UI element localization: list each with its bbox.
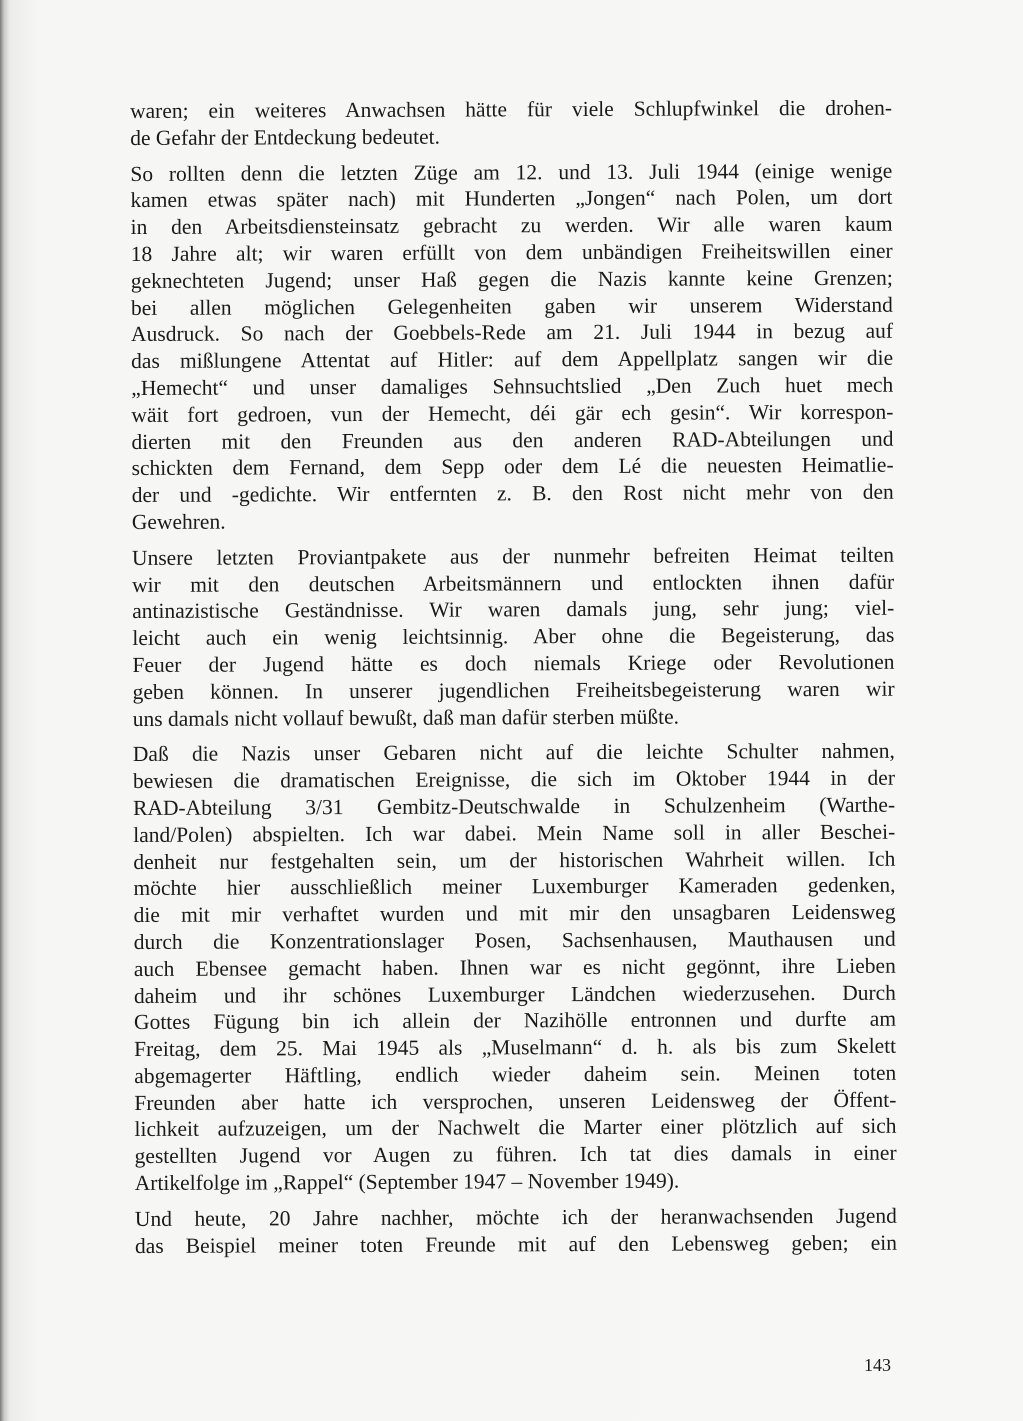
- paragraph-4: [133, 738, 897, 1197]
- text-line: möchte hier ausschließlich meiner Luxemburger Kameraden gedenken,: [133, 872, 896, 901]
- text-line: lichkeit aufzuzeigen, um der Nachwelt die Marter einer plötzlich auf sich: [134, 1114, 897, 1142]
- text-line: de Gefahr der Entdeckung bedeutet.: [130, 124, 441, 150]
- text-line: denheit nur festgehalten sein, um der historischen Wahrheit willen. Ich: [133, 846, 896, 874]
- text-line: Und heute, 20 Jahre nachher, möchte ich der heranwachsenden Jugend: [134, 1203, 897, 1231]
- text-line: kamen etwas später nach) mit Hunderten „Jongen“ nach Polen, um dort: [130, 185, 893, 213]
- text-line: 18 Jahre alt; wir waren erfüllt von dem unbändigen Freiheitswillen einer: [130, 238, 893, 266]
- text-line: dierten mit den Freunden aus den anderen RAD-Abteilungen und: [131, 426, 894, 454]
- paragraph-5: [135, 1203, 897, 1260]
- text-line: „Hemecht“ und unser damaliges Sehnsuchtslied „Den Zuch huet mech: [131, 372, 894, 400]
- body-text: [130, 95, 897, 1269]
- text-line: Artikelfolge im „Rappel“ (September 1947 – November 1949).: [134, 1168, 680, 1196]
- text-line: Freitag, dem 25. Mai 1945 als „Muselmann“ d. h. als bis zum Skelett: [134, 1033, 897, 1062]
- text-line: schickten dem Fernand, dem Sepp oder dem Lé die neuesten Heimatlie-: [131, 453, 894, 481]
- text-line: geben können. In unserer jugendlichen Freiheitsbegeisterung waren wir: [132, 676, 895, 704]
- text-line: abgemagerter Häftling, endlich wieder daheim sein. Meinen toten: [134, 1060, 897, 1088]
- text-line: Freunden aber hatte ich versprochen, unseren Leidensweg der Öffent-: [134, 1087, 897, 1115]
- text-line: bewiesen die dramatischen Ereignisse, die sich im Oktober 1944 in der: [132, 765, 896, 794]
- text-line: Gewehren.: [131, 509, 226, 534]
- text-line: Ausdruck. So nach der Goebbels-Rede am 21. Juli 1944 in bezug auf: [130, 319, 894, 347]
- text-line: daheim und ihr schönes Luxemburger Ländchen wiederzusehen. Durch: [133, 980, 896, 1008]
- text-line: der und -gedichte. Wir entfernten z. B. den Rost nicht mehr von den: [131, 479, 894, 508]
- text-line: land/Polen) abspielten. Ich war dabei. Mein Name soll in aller Beschei-: [133, 819, 896, 847]
- paragraph-1: [130, 95, 892, 152]
- text-line: die mit mir verhaftet wurden und mit mir den unsagbaren Leidensweg: [133, 899, 896, 928]
- text-line: in den Arbeitsdiensteinsatz gebracht zu werden. Wir alle waren kaum: [130, 211, 893, 240]
- text-line: waren; ein weiteres Anwachsen hätte für viele Schlupfwinkel die drohen-: [130, 95, 893, 123]
- text-line: wir mit den deutschen Arbeitsmännern und entlockten ihnen dafür: [132, 569, 895, 597]
- text-line: gestellten Jugend vor Augen zu führen. Ich tat dies damals in einer: [134, 1140, 897, 1169]
- text-line: RAD-Abteilung 3/31 Gembitz-Deutschwalde in Schulzenheim (Warthe-: [133, 792, 896, 820]
- text-line: antinazistische Geständnisse. Wir waren damals jung, sehr jung; viel-: [132, 596, 895, 624]
- paragraph-3: [132, 541, 895, 732]
- paragraph-2: [130, 157, 894, 535]
- text-line: wäit fort gedroen, vun der Hemecht, déi gär ech gesin“. Wir korrespon-: [131, 399, 894, 427]
- page-number: 143: [864, 1355, 891, 1375]
- text-line: geknechteten Jugend; unser Haß gegen die Nazis kannte keine Grenzen;: [130, 265, 893, 293]
- text-line: das Beispiel meiner toten Freunde mit auf den Lebensweg geben; ein: [134, 1230, 898, 1258]
- text-line: leicht auch ein wenig leichtsinnig. Aber ohne die Begeisterung, das: [132, 622, 895, 651]
- text-line: Feuer der Jugend hätte es doch niemals Kriege oder Revolutionen: [132, 649, 895, 677]
- text-line: So rollten denn die letzten Züge am 12. und 13. Juli 1944 (einige wenige: [130, 158, 893, 186]
- text-line: bei allen möglichen Gelegenheiten gaben wir unserem Widerstand: [130, 292, 893, 320]
- text-line: das mißlungene Attentat auf Hitler: auf dem Appellplatz sangen wir die: [131, 345, 894, 374]
- text-line: Daß die Nazis unser Gebaren nicht auf die leichte Schulter nahmen,: [132, 738, 895, 767]
- text-line: Gottes Fügung bin ich allein der Nazihölle entronnen und durfte am: [133, 1006, 897, 1035]
- text-line: uns damals nicht vollauf bewußt, daß man dafür sterben müßte.: [132, 704, 680, 731]
- text-line: Unsere letzten Proviantpakete aus der nunmehr befreiten Heimat teilten: [131, 542, 895, 570]
- text-line: auch Ebensee gemacht haben. Ihnen war es nicht gegönnt, ihre Lieben: [133, 953, 896, 981]
- text-line: durch die Konzentrationslager Posen, Sachsenhausen, Mauthausen und: [133, 926, 896, 954]
